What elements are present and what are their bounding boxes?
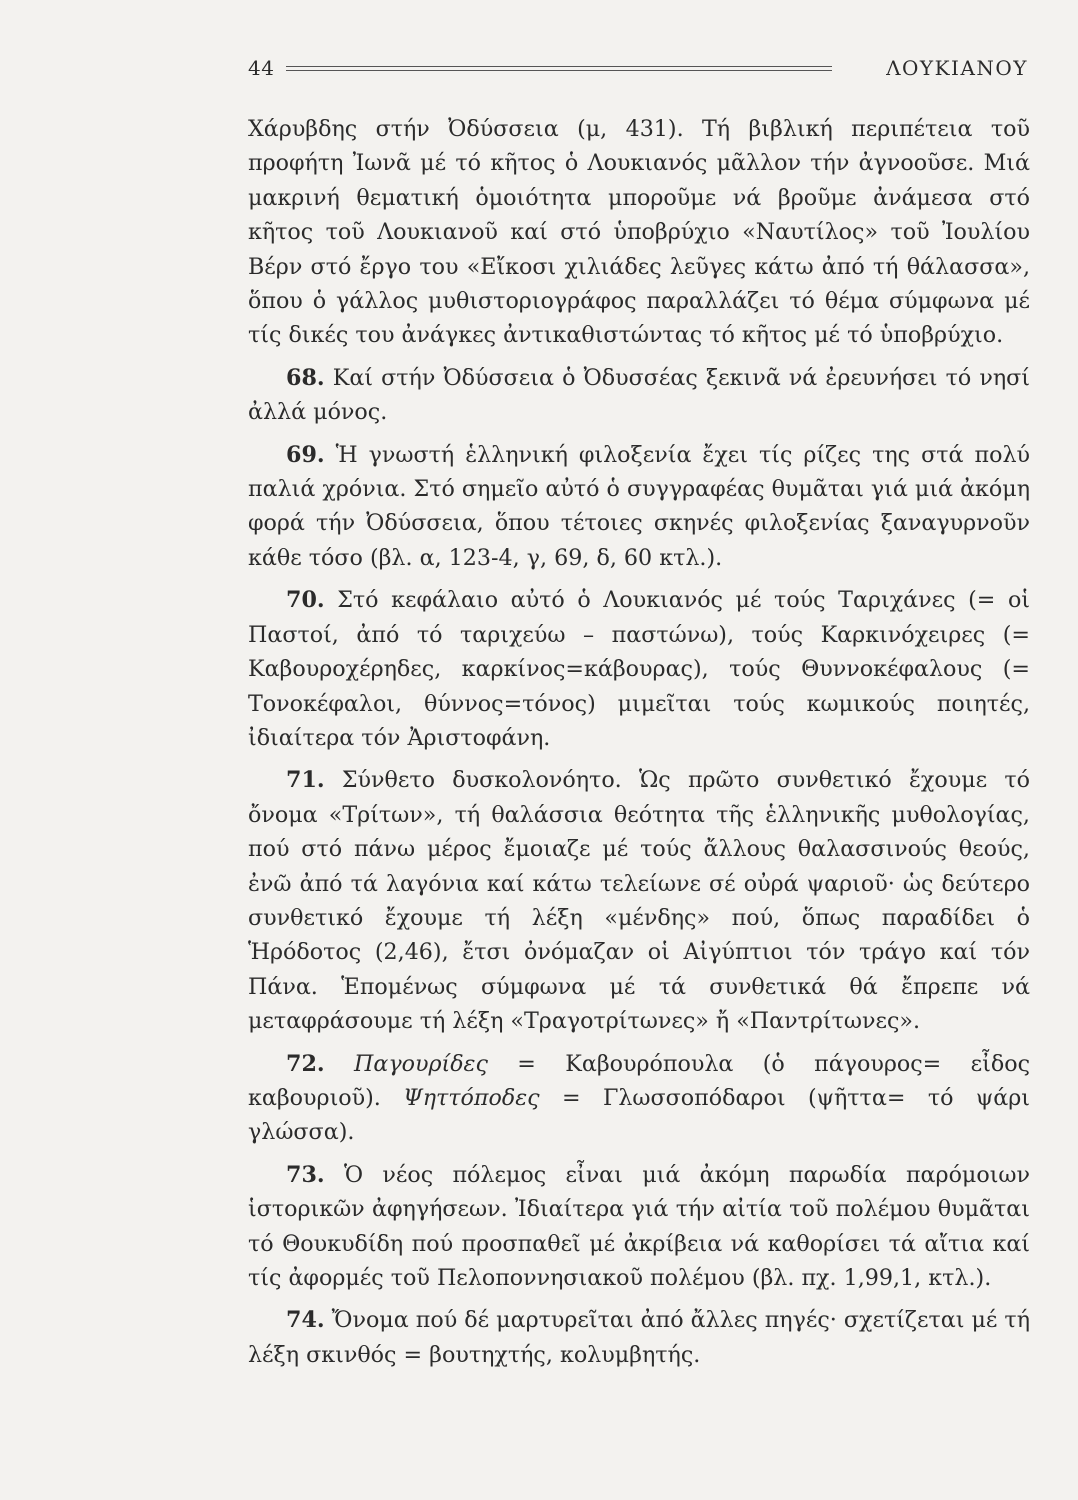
note-text: Καί στήν Ὀδύσσεια ὁ Ὀδυσσέας ξεκινᾶ νά ἐρευνήσει τό νησί ἀλλά μόνος. <box>248 364 1030 426</box>
note-number: 70. <box>286 587 325 614</box>
note-73 <box>248 1158 1030 1296</box>
intro-paragraph: Χάρυβδης στήν Ὀδύσσεια (μ, 431). Τή βιβλική περιπέτεια τοῦ προφήτη Ἰωνᾶ μέ τό κῆτος ὁ Λουκιανός μᾶλλον τήν ἀγνοοῦσε. Μιά μακρινή θεματική ὁμοιότητα μποροῦμε νά βροῦμε ἀνάμεσα στό κῆτος τοῦ Λουκιανοῦ καί στό ὑποβρύχιο «Ναυτίλος» τοῦ Ἰουλίου Βέρν στό ἔργο του «Εἴκοσι χιλιάδες λεῦγες κάτω ἀπό τή θάλασσα», ὅπου ὁ γάλλος μυθιστοριογράφος παραλλάζει τό θέμα σύμφωνα μέ τίς δικές του ἀνάγκες ἀντικαθιστώντας τό κῆτος μέ τό ὑποβρύχιο. <box>248 116 1030 349</box>
page-header <box>248 52 1028 82</box>
note-text: = Καβουρόπουλα (ὁ πάγουρος= εἶδος καβουριοῦ). <box>248 1050 1030 1111</box>
page-number: 44 <box>248 56 275 80</box>
note-term: Παγουρίδες <box>354 1050 488 1077</box>
note-71 <box>248 763 1030 1038</box>
note-text: Ὄνομα πού δέ μαρτυρεῖται ἀπό ἄλλες πηγές· σχετίζεται μέ τή λέξη σκινθός = βουτηχτής, κολυμβητής. <box>248 1307 1030 1368</box>
note-text: Ἡ γνωστή ἑλληνική φιλοξενία ἔχει τίς ρίζες της στά πολύ παλιά χρόνια. Στό σημεῖο αὐτό ὁ συγγραφέας θυμᾶται γιά μιά ἀκόμη φορά τήν Ὀδύσσεια, ὅπου τέτοιες σκηνές φιλοξενίας ξαναγυρνοῦν κάθε τόσο (βλ. α, 123-4, γ, 69, δ, 60 κτλ.). <box>248 441 1030 571</box>
note-term: Ψηττόποδες <box>403 1084 540 1111</box>
note-number: 72. <box>286 1050 325 1077</box>
note-number: 71. <box>286 767 325 794</box>
header-double-rule <box>286 66 832 71</box>
note-text: = Γλωσσοπόδαροι (ψῆττα= τό ψάρι γλώσσα). <box>248 1084 1030 1146</box>
note-number: 73. <box>286 1161 325 1188</box>
notes-body <box>248 112 1030 1372</box>
note-number: 74. <box>286 1307 325 1334</box>
note-74 <box>248 1303 1030 1372</box>
note-number: 69. <box>286 441 325 468</box>
note-text: Σύνθετο δυσκολονόητο. Ὡς πρῶτο συνθετικό ἔχουμε τό ὄνομα «Τρίτων», τή θαλάσσια θεότητα τῆς ἑλληνικῆς μυθολογίας, πού στό πάνω μέρος ἔμοιαζε μέ τούς ἄλλους θαλασσινούς θεούς, ἐνῶ ἀπό τά λαγόνια καί κάτω τελείωνε σέ οὐρά ψαριοῦ· ὡς δεύτερο συνθετικό ἔχουμε τή λέξη «μένδης» πού, ὅπως παραδίδει ὁ Ἡρόδοτος (2,46), ἔτσι ὀνόμαζαν οἱ Αἰγύπτιοι τόν τράγο καί τόν Πάνα. Ἑπομένως σύμφωνα μέ τά συνθετικά θά ἔπρεπε νά μεταφράσουμε τή λέξη «Τραγοτρίτωνες» ἤ «Παντρίτωνες». <box>248 767 1030 1035</box>
note-number: 68. <box>286 364 325 391</box>
note-72 <box>248 1047 1030 1150</box>
note-69 <box>248 438 1030 576</box>
note-text: Ὁ νέος πόλεμος εἶναι μιά ἀκόμη παρωδία παρόμοιων ἱστορικῶν ἀφηγήσεων. Ἰδιαίτερα γιά τήν αἰτία τοῦ πολέμου θυμᾶται τό Θουκυδίδη πού προσπαθεῖ μέ ἀκρίβεια νά καθορίσει τά αἴτια καί τίς ἀφορμές τοῦ Πελοποννησιακοῦ πολέμου (βλ. πχ. 1,99,1, κτλ.). <box>248 1161 1030 1291</box>
note-70 <box>248 583 1030 755</box>
note-68 <box>248 361 1030 430</box>
note-text: Στό κεφάλαιο αὐτό ὁ Λουκιανός μέ τούς Ταριχάνες (= οἱ Παστοί, ἀπό τό ταριχεύω – παστώνω), τούς Καρκινόχειρες (= Καβουροχέρηδες, καρκίνος=κάβουρας), τούς Θυννοκέφαλους (= Τονοκέφαλοι, θύννος=τόνος) μιμεῖται τούς κωμικούς ποιητές, ἰδιαίτερα τόν Ἀριστοφάνη. <box>248 587 1031 751</box>
running-head: ΛΟΥΚΙΑΝΟΥ <box>886 56 1028 80</box>
